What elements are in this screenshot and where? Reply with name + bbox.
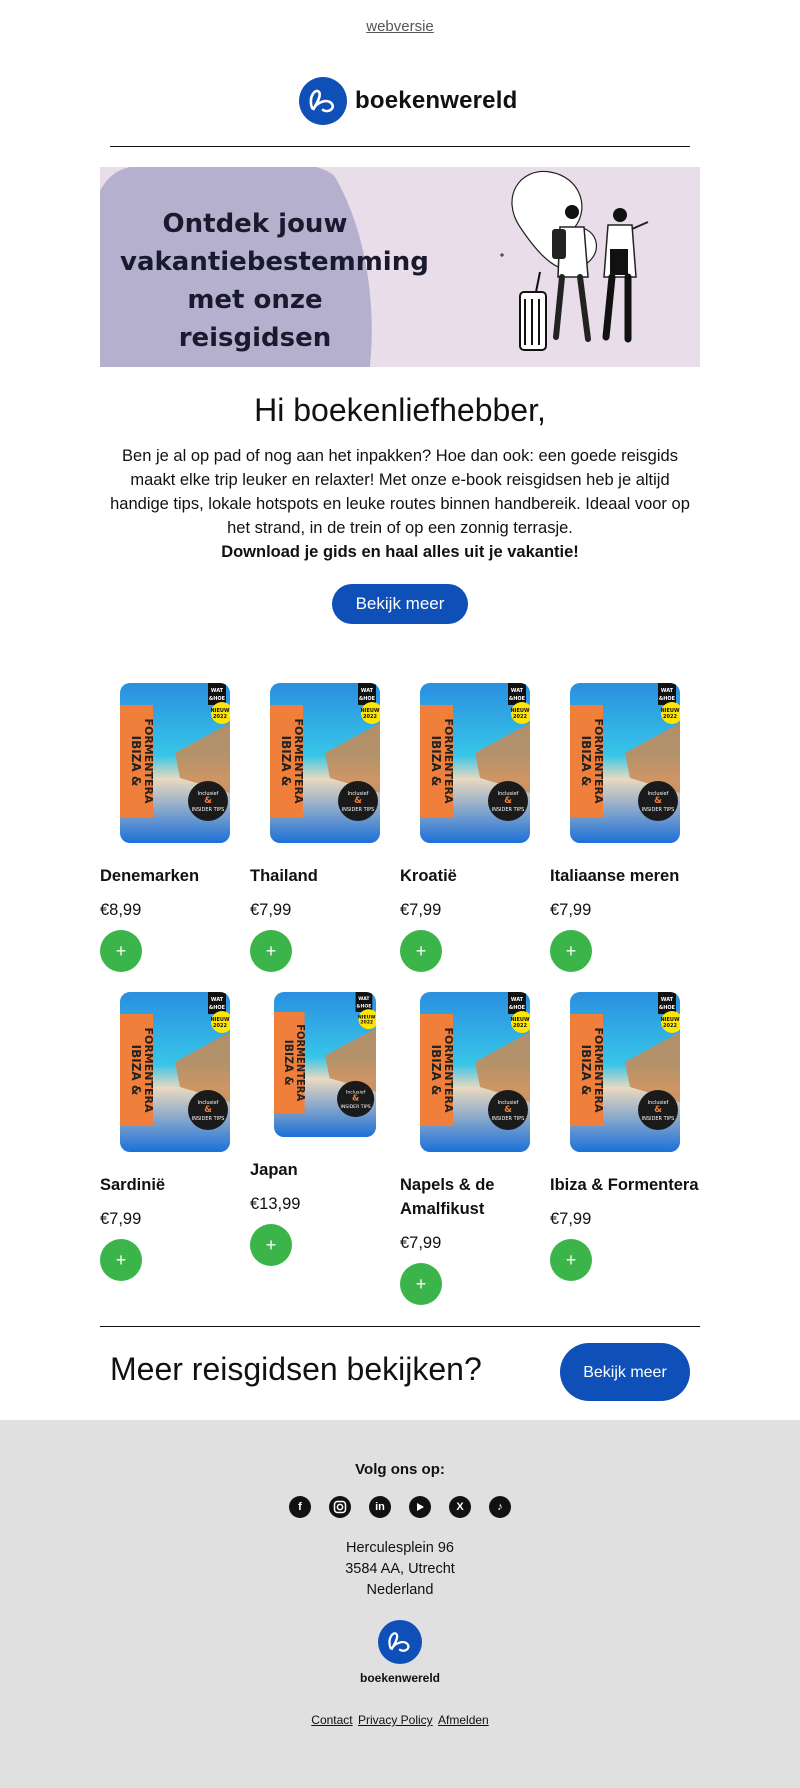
hero-headline: Ontdek jouw vakantiebestemming met onze reisgidsen [120, 209, 429, 353]
book-cover-image[interactable] [270, 683, 380, 843]
instagram-icon[interactable] [329, 1496, 351, 1518]
book-cover-image[interactable] [120, 992, 230, 1152]
svg-text:&: & [351, 1092, 360, 1103]
svg-text:Inclusief: Inclusief [347, 791, 369, 797]
address-city: 3584 AA, Utrecht [345, 1561, 455, 1577]
svg-text:&: & [504, 796, 512, 806]
svg-text:FORMENTERA: FORMENTERA [592, 1027, 605, 1113]
svg-text:FORMENTERA: FORMENTERA [442, 1027, 455, 1113]
product-price: €7,99 [550, 901, 592, 919]
book-cover-image[interactable] [274, 992, 376, 1137]
svg-text:INSIDER TIPS: INSIDER TIPS [191, 1116, 225, 1122]
unsubscribe-link[interactable]: Afmelden [438, 1713, 489, 1727]
youtube-icon[interactable] [409, 1496, 431, 1518]
add-to-cart-button[interactable]: + [250, 930, 292, 972]
webversion-link[interactable]: webversie [366, 18, 434, 35]
bekijk-meer-button[interactable]: Bekijk meer [332, 584, 468, 624]
hero-banner[interactable] [100, 167, 700, 367]
add-to-cart-button[interactable]: + [400, 930, 442, 972]
svg-text:&: & [504, 1105, 512, 1115]
svg-text:WAT: WAT [510, 997, 524, 1003]
svg-text:&: & [654, 796, 662, 806]
svg-text:WAT: WAT [510, 688, 524, 694]
svg-text:FORMENTERA: FORMENTERA [442, 718, 455, 804]
book-cover-image[interactable] [570, 992, 680, 1152]
svg-text:2022: 2022 [663, 1023, 677, 1029]
svg-text:2022: 2022 [213, 1023, 227, 1029]
product-price: €7,99 [400, 901, 442, 919]
svg-text:NIEUW: NIEUW [357, 1015, 376, 1021]
svg-text:INSIDER TIPS: INSIDER TIPS [491, 1116, 525, 1122]
product-price: €7,99 [250, 901, 292, 919]
add-to-cart-button[interactable]: + [100, 1239, 142, 1281]
header-divider [110, 146, 690, 147]
svg-text:&HOE: &HOE [208, 1005, 226, 1011]
svg-text:WAT: WAT [660, 997, 674, 1003]
svg-text:2022: 2022 [513, 714, 527, 720]
svg-text:INSIDER TIPS: INSIDER TIPS [191, 807, 225, 813]
svg-text:&HOE: &HOE [508, 696, 526, 702]
svg-text:NIEUW: NIEUW [660, 708, 680, 714]
svg-text:&: & [204, 1105, 212, 1115]
svg-text:Inclusief: Inclusief [497, 1100, 519, 1106]
contact-link[interactable]: Contact [311, 1713, 353, 1727]
svg-text:&HOE: &HOE [208, 696, 226, 702]
svg-text:Inclusief: Inclusief [197, 791, 219, 797]
svg-text:NIEUW: NIEUW [660, 1017, 680, 1023]
svg-text:FORMENTERA: FORMENTERA [292, 718, 305, 804]
book-cover-image[interactable] [570, 683, 680, 843]
linkedin-icon[interactable]: in [369, 1496, 391, 1518]
svg-text:FORMENTERA: FORMENTERA [592, 718, 605, 804]
svg-text:&HOE: &HOE [358, 696, 376, 702]
svg-text:Inclusief: Inclusief [647, 1100, 669, 1106]
svg-text:&HOE: &HOE [658, 696, 676, 702]
brand-name: boekenwereld [355, 87, 518, 114]
svg-text:&: & [354, 796, 362, 806]
svg-text:INSIDER TIPS: INSIDER TIPS [340, 1105, 371, 1110]
svg-text:IBIZA &: IBIZA & [579, 735, 593, 787]
product-title[interactable]: Kroatië [400, 867, 457, 885]
svg-text:FORMENTERA: FORMENTERA [142, 718, 155, 804]
svg-text:2022: 2022 [363, 714, 377, 720]
travelers-illustration [480, 167, 680, 367]
svg-text:NIEUW: NIEUW [360, 708, 380, 714]
product-price: €7,99 [400, 1234, 442, 1252]
facebook-icon[interactable]: f [289, 1496, 311, 1518]
brand-logo[interactable] [299, 76, 519, 126]
bekijk-meer-button-bottom[interactable]: Bekijk meer [560, 1343, 690, 1401]
product-price: €7,99 [550, 1210, 592, 1228]
greeting-heading: Hi boekenliefhebber, [254, 392, 546, 428]
svg-text:Inclusief: Inclusief [197, 1100, 219, 1106]
svg-text:FORMENTERA: FORMENTERA [142, 1027, 155, 1113]
svg-text:INSIDER TIPS: INSIDER TIPS [641, 807, 675, 813]
svg-text:IBIZA &: IBIZA & [129, 1044, 143, 1096]
product-title[interactable]: Japan [250, 1161, 298, 1179]
svg-text:NIEUW: NIEUW [510, 1017, 530, 1023]
address-street: Herculesplein 96 [345, 1540, 454, 1556]
product-title[interactable]: Ibiza & Formentera [550, 1176, 699, 1194]
svg-text:&HOE: &HOE [508, 1005, 526, 1011]
add-to-cart-button[interactable]: + [250, 1224, 292, 1266]
svg-text:2022: 2022 [360, 1020, 374, 1026]
svg-text:IBIZA &: IBIZA & [282, 1039, 296, 1086]
footer-links [0, 1713, 800, 1727]
footer-brand-name: boekenwereld [359, 1671, 441, 1685]
add-to-cart-button[interactable]: + [400, 1263, 442, 1305]
product-price: €7,99 [100, 1210, 142, 1228]
address-country: Nederland [366, 1582, 434, 1598]
tiktok-icon[interactable]: ♪ [489, 1496, 511, 1518]
svg-text:IBIZA &: IBIZA & [579, 1044, 593, 1096]
svg-text:INSIDER TIPS: INSIDER TIPS [341, 807, 375, 813]
svg-text:WAT: WAT [360, 688, 374, 694]
book-cover-image[interactable] [420, 683, 530, 843]
product-title[interactable]: Thailand [250, 867, 318, 885]
svg-text:INSIDER TIPS: INSIDER TIPS [491, 807, 525, 813]
svg-text:&HOE: &HOE [356, 1004, 372, 1010]
footer-logo-icon[interactable] [378, 1620, 422, 1664]
svg-text:Inclusief: Inclusief [497, 791, 519, 797]
add-to-cart-button[interactable]: + [550, 1239, 592, 1281]
svg-text:IBIZA &: IBIZA & [429, 1044, 443, 1096]
svg-text:NIEUW: NIEUW [210, 1017, 230, 1023]
book-cover-image[interactable] [420, 992, 530, 1152]
x-icon[interactable]: X [449, 1496, 471, 1518]
product-title[interactable]: Italiaanse meren [550, 867, 680, 885]
svg-text:WAT: WAT [358, 997, 370, 1003]
book-cover-image[interactable] [120, 683, 230, 843]
svg-text:Inclusief: Inclusief [345, 1090, 366, 1096]
svg-text:&HOE: &HOE [658, 1005, 676, 1011]
privacy-policy-link[interactable]: Privacy Policy [357, 1713, 433, 1727]
more-guides-heading: Meer reisgidsen bekijken? [110, 1351, 482, 1387]
svg-text:IBIZA &: IBIZA & [129, 735, 143, 787]
svg-text:2022: 2022 [513, 1023, 527, 1029]
product-title[interactable]: Denemarken [100, 867, 200, 885]
svg-text:IBIZA &: IBIZA & [429, 735, 443, 787]
product-price: €8,99 [100, 901, 142, 919]
svg-text:INSIDER TIPS: INSIDER TIPS [641, 1116, 675, 1122]
svg-text:WAT: WAT [210, 688, 224, 694]
svg-text:&: & [654, 1105, 662, 1115]
svg-text:NIEUW: NIEUW [510, 708, 530, 714]
product-price: €13,99 [250, 1195, 301, 1213]
follow-label: Volg ons op: [355, 1461, 445, 1478]
svg-text:2022: 2022 [663, 714, 677, 720]
svg-text:FORMENTERA: FORMENTERA [294, 1024, 306, 1102]
brand-logo-icon [299, 77, 347, 125]
intro-cta-text: Download je gids en haal alles uit je vakantie! [221, 543, 579, 561]
product-title[interactable]: Sardinië [100, 1176, 166, 1194]
svg-text:IBIZA &: IBIZA & [279, 735, 293, 787]
product-title[interactable]: Napels & de Amalfikust [400, 1176, 495, 1218]
intro-text: Ben je al op pad of nog aan het inpakken? Hoe dan ook: een goede reisgids maakt elke trip leuker en relaxter! Met onze e-book reisgidsen heb je altijd handige tips, lokale hotspots en leuke routes binnen handbereik. Ideaal voor op het strand, in de trein of op een zonnig terrasje. [110, 447, 690, 537]
svg-text:WAT: WAT [660, 688, 674, 694]
svg-text:2022: 2022 [213, 714, 227, 720]
svg-text:NIEUW: NIEUW [210, 708, 230, 714]
svg-text:&: & [204, 796, 212, 806]
products-divider [100, 1326, 700, 1327]
add-to-cart-button[interactable]: + [550, 930, 592, 972]
svg-text:WAT: WAT [210, 997, 224, 1003]
add-to-cart-button[interactable]: + [100, 930, 142, 972]
svg-text:Inclusief: Inclusief [647, 791, 669, 797]
